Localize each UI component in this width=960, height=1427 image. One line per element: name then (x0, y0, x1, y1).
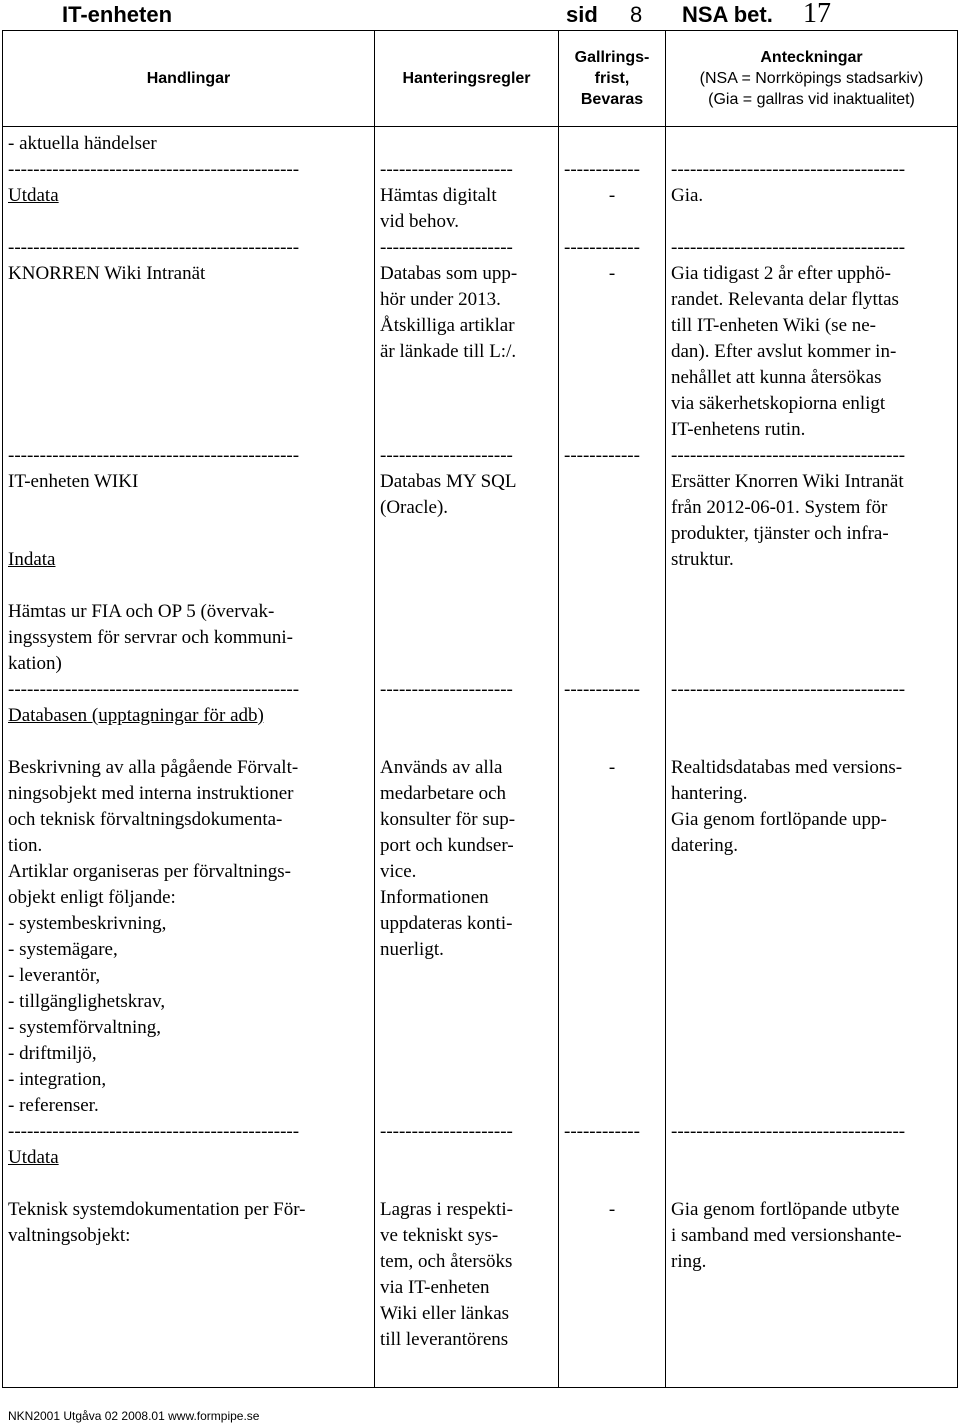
itwiki-rule: Databas MY SQL (Oracle). (380, 471, 517, 518)
separator: --------------------- (380, 445, 513, 466)
separator: ------------------------------------- (671, 1121, 906, 1142)
separator: ---------------------------------------------- (8, 237, 300, 258)
aktuella-text: - aktuella händelser (8, 133, 157, 154)
nsa-label: NSA bet. (682, 2, 773, 27)
separator: ------------ (564, 1121, 640, 1142)
itwiki-label: IT-enheten WIKI (8, 471, 139, 492)
separator: ---------------------------------------------- (8, 445, 300, 466)
page-number: 8 (630, 2, 643, 27)
anteckningar-cell (666, 127, 958, 1388)
databasen-note: Realtidsdatabas med versions- hantering. Gia genom fortlöpande upp- datering. (671, 757, 903, 856)
separator: ------------------------------------- (671, 679, 906, 700)
utdata2-label: Utdata (8, 1147, 59, 1168)
page-header (0, 0, 960, 30)
utdata2-note: Gia genom fortlöpande utbyte i samband med versionshante- ring. (671, 1199, 902, 1272)
separator: ---------------------------------------------- (8, 1121, 300, 1142)
itwiki-note: Ersätter Knorren Wiki Intranät från 2012-06-01. System för produkter, tjänster och infra- struktur. (671, 471, 904, 570)
databasen-label: Databasen (upptagningar för adb) (8, 705, 264, 726)
utdata1-note: Gia. (671, 185, 704, 206)
separator: ------------ (564, 237, 640, 258)
nsa-number: 17 (803, 0, 831, 29)
utdata1-frist: - (608, 185, 616, 206)
separator: --------------------- (380, 1121, 513, 1142)
col-hanteringsregler: Hanteringsregler (375, 31, 559, 127)
knorren-frist: - (608, 263, 616, 284)
knorren-rule: Databas som upp- hör under 2013. Åtskilliga artiklar är länkade till L:/. (380, 263, 518, 362)
separator: ------------ (564, 445, 640, 466)
separator: ------------------------------------- (671, 445, 906, 466)
separator: --------------------- (380, 159, 513, 180)
utdata2-frist: - (608, 1199, 616, 1220)
col-handlingar: Handlingar (3, 31, 375, 127)
knorren-note: Gia tidigast 2 år efter upphö- randet. Relevanta delar flyttas till IT-enheten Wiki (se ne- dan). Efter avslut kommer in- nehållet att kunna återsökas via säkerhetskopiorna enligt IT-enhetens rutin. (671, 263, 899, 440)
utdata1-label: Utdata (8, 185, 59, 206)
separator: ------------------------------------- (671, 159, 906, 180)
utdata2-text: Teknisk systemdokumentation per För- valtningsobjekt: (8, 1199, 306, 1246)
separator: ------------ (564, 679, 640, 700)
separator: ------------ (564, 159, 640, 180)
separator: --------------------- (380, 679, 513, 700)
knorren-label: KNORREN Wiki Intranät (8, 263, 206, 284)
separator: ---------------------------------------------- (8, 679, 300, 700)
hanteringsregler-cell (375, 127, 559, 1388)
indata-text: Hämtas ur FIA och OP 5 (övervak- ingssystem för servrar och kommuni- kation) (8, 601, 293, 674)
sid-label: sid (566, 2, 598, 27)
col-gallringsfrist: Gallrings- frist, Bevaras (559, 31, 666, 127)
separator: ---------------------------------------------- (8, 159, 300, 180)
table-body-row (3, 127, 958, 1388)
databasen-rule: Används av alla medarbetare och konsulter för sup- port och kundser- vice. Informationen uppdateras konti- nuerligt. (380, 757, 516, 960)
col-anteckningar: Anteckningar (NSA = Norrköpings stadsarkiv) (Gia = gallras vid inaktualitet) (666, 31, 958, 127)
utdata2-rule: Lagras i respekti- ve tekniskt sys- tem, och återsöks via IT-enheten Wiki eller länkas till leverantörens (380, 1199, 513, 1350)
gallringsfrist-cell (559, 127, 666, 1388)
utdata1-rule: Hämtas digitalt vid behov. (380, 185, 497, 232)
indata-label: Indata (8, 549, 56, 570)
separator: --------------------- (380, 237, 513, 258)
form-footer: NKN2001 Utgåva 02 2008.01 www.formpipe.se (8, 1409, 260, 1423)
handlingar-cell (3, 127, 375, 1388)
databasen-text: Beskrivning av alla pågående Förvalt- ningsobjekt med interna instruktioner och teknisk förvaltningsdokumenta- tion. Artiklar organiseras per förvaltnings- objekt enligt följande: - systembeskrivning, - systemägare, - leverantör, - tillgänglighetskrav, - systemförvaltning, - driftmiljö, - integration, - referenser. (8, 757, 299, 1116)
unit-title: IT-enheten (62, 2, 173, 27)
separator: ------------------------------------- (671, 237, 906, 258)
databasen-frist: - (608, 757, 616, 778)
table-header-row (3, 31, 958, 127)
records-table (2, 30, 958, 1388)
